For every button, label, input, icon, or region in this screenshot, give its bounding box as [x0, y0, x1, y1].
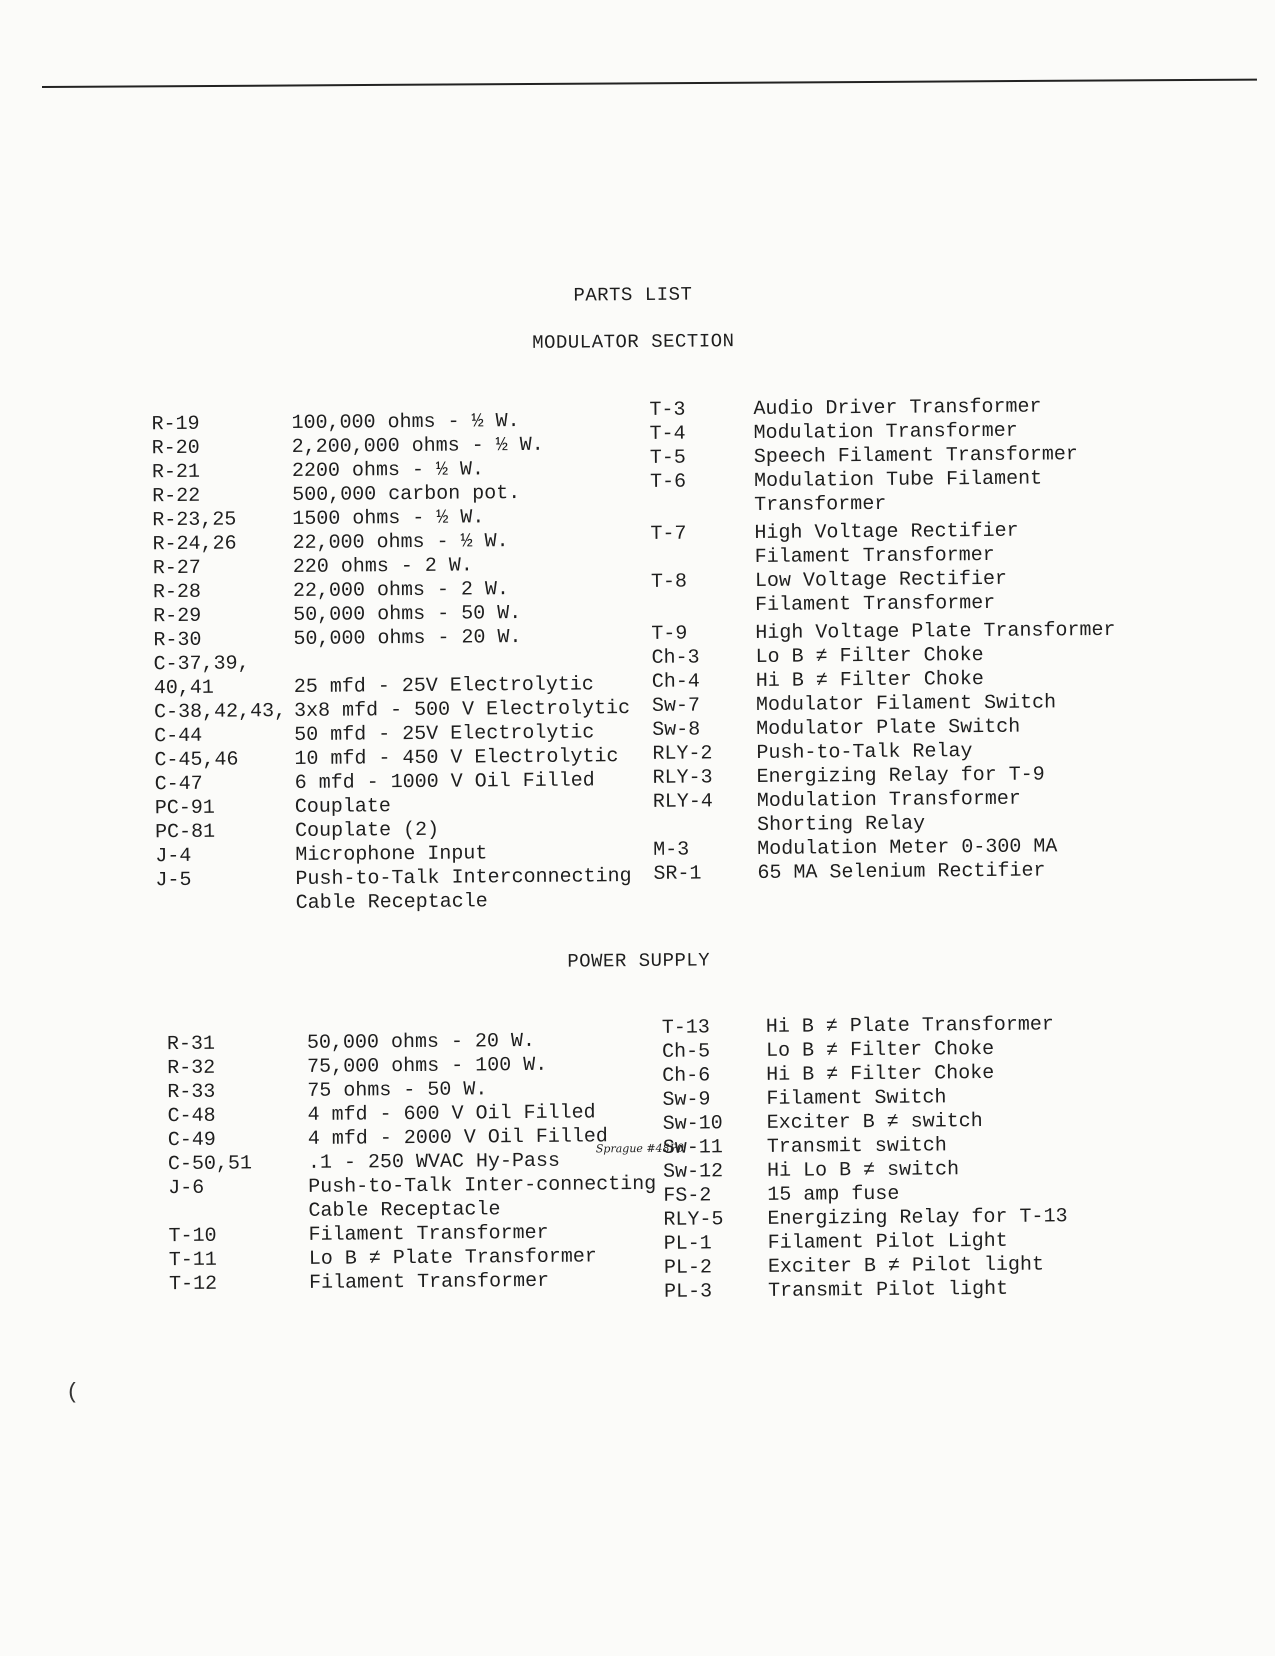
part-description: Hi B ≠ Filter Choke [766, 1061, 995, 1087]
part-reference: J-4 [155, 844, 192, 869]
part-description: .1 - 250 WVAC Hy-Pass [307, 1149, 561, 1175]
part-description: Speech Filament Transformer [753, 443, 1078, 469]
part-reference: Ch-3 [651, 646, 700, 670]
part-description: 65 MA Selenium Rectifier [757, 859, 1046, 885]
part-reference: R-23,25 [152, 508, 237, 533]
part-reference: Sw-8 [652, 718, 701, 742]
part-description: Transformer [754, 492, 887, 517]
part-description: Modulation Transformer [753, 419, 1018, 445]
part-reference: RLY-3 [652, 766, 713, 790]
part-reference: R-30 [153, 628, 202, 653]
part-description: Lo B ≠ Filter Choke [765, 1037, 995, 1063]
part-description: Hi Lo B ≠ switch [766, 1158, 960, 1183]
part-reference: RLY-4 [652, 790, 713, 814]
part-reference: J-6 [168, 1176, 205, 1201]
part-description: Shorting Relay [756, 812, 926, 837]
part-reference: FS-2 [663, 1184, 712, 1208]
part-reference: T-5 [649, 446, 686, 470]
part-reference: C-48 [167, 1104, 216, 1129]
part-reference: Sw-9 [662, 1088, 711, 1112]
part-reference: R-20 [151, 436, 200, 461]
part-reference: C-38,42,43, [153, 700, 287, 725]
part-reference: Sw-7 [651, 694, 701, 718]
part-description: 500,000 carbon pot. [292, 482, 521, 508]
part-description: Filament Transformer [754, 543, 995, 569]
part-description: 25 mfd - 25V Electrolytic [293, 673, 594, 700]
part-reference: Sw-11 [662, 1136, 723, 1160]
part-description: Exciter B ≠ switch [766, 1110, 983, 1135]
part-description: 3x8 mfd - 500 V Electrolytic [293, 697, 631, 724]
part-description: High Voltage Plate Transformer [755, 618, 1116, 645]
part-description: Modulation Transformer [756, 787, 1021, 813]
part-reference: PL-3 [664, 1280, 713, 1304]
part-description: Transmit switch [766, 1134, 947, 1159]
part-description: 50,000 ohms - 20 W. [293, 626, 522, 652]
margin-mark: ( [66, 1380, 80, 1405]
part-description: Transmit Pilot light [768, 1277, 1009, 1303]
part-description: Microphone Input [295, 842, 488, 868]
part-description: Couplate [294, 795, 391, 820]
part-description: Exciter B ≠ Pilot light [767, 1253, 1045, 1279]
part-reference: C-37,39, [153, 652, 250, 677]
part-reference: R-21 [151, 460, 201, 485]
part-description: 50,000 ohms - 50 W. [293, 602, 522, 628]
part-reference: J-5 [155, 868, 192, 893]
part-reference: R-22 [152, 484, 201, 509]
part-description: Push-to-Talk Relay [756, 740, 973, 765]
part-description: Filament Transformer [308, 1269, 550, 1295]
part-description: Filament Pilot Light [767, 1229, 1008, 1255]
part-reference: RLY-5 [663, 1208, 724, 1232]
part-description: 100,000 ohms - ½ W. [291, 410, 520, 436]
part-reference: T-8 [650, 570, 688, 594]
part-reference: T-10 [168, 1224, 217, 1249]
part-reference: T-12 [168, 1272, 218, 1297]
part-description: Filament Transformer [308, 1221, 549, 1247]
part-description: 75,000 ohms - 100 W. [307, 1053, 548, 1079]
part-reference: T-9 [651, 622, 688, 646]
part-reference: R-27 [152, 556, 201, 581]
part-description: Push-to-Talk Interconnecting [295, 865, 632, 892]
part-reference: T-7 [650, 522, 687, 546]
part-description: High Voltage Rectifier [754, 519, 1019, 545]
part-description: 2,200,000 ohms - ½ W. [291, 433, 544, 460]
part-description: Modulator Plate Switch [756, 715, 1021, 741]
part-reference: SR-1 [653, 862, 702, 886]
part-description: Filament Transformer [755, 591, 996, 617]
part-reference: T-11 [168, 1248, 217, 1273]
part-reference: Ch-5 [661, 1040, 711, 1064]
part-reference: M-3 [653, 838, 690, 862]
handwritten-note: Sprague #48P0 [595, 1141, 685, 1156]
part-description: Modulation Tube Filament [753, 467, 1043, 493]
part-reference: Sw-12 [662, 1160, 724, 1184]
part-reference: C-44 [154, 724, 203, 749]
part-reference: R-31 [166, 1032, 216, 1057]
part-reference: T-13 [661, 1016, 710, 1040]
part-description: Lo B ≠ Filter Choke [755, 643, 984, 669]
page-title: PARTS LIST [573, 283, 693, 307]
part-description: Audio Driver Transformer [753, 395, 1042, 421]
part-reference: 40,41 [153, 676, 214, 701]
part-description: Low Voltage Rectifier [754, 567, 1008, 593]
part-reference: C-45,46 [154, 748, 239, 773]
part-description: 1500 ohms - ½ W. [292, 506, 485, 532]
part-reference: C-50,51 [167, 1152, 253, 1177]
part-reference: Ch-6 [662, 1064, 711, 1088]
part-description: 75 ohms - 50 W. [307, 1078, 488, 1103]
part-reference: R-32 [167, 1056, 216, 1081]
part-description: Push-to-Talk Inter-connecting [308, 1172, 657, 1199]
part-description: 22,000 ohms - ½ W. [292, 530, 509, 556]
part-description: 10 mfd - 450 V Electrolytic [294, 745, 619, 772]
part-description: Modulation Meter 0-300 MA [757, 835, 1058, 861]
part-reference: R-28 [152, 580, 202, 605]
part-description: 15 amp fuse [767, 1182, 900, 1207]
part-description: Cable Receptacle [295, 890, 488, 916]
power-section-title: POWER SUPPLY [567, 949, 711, 973]
part-reference: PL-2 [663, 1256, 713, 1280]
part-description: Hi B ≠ Filter Choke [755, 667, 984, 693]
part-description: 2200 ohms - ½ W. [291, 458, 485, 484]
part-reference: PC-91 [154, 796, 215, 821]
part-reference: T-3 [649, 398, 686, 422]
part-description: 50,000 ohms - 20 W. [306, 1029, 536, 1055]
part-description: 4 mfd - 600 V Oil Filled [307, 1101, 596, 1127]
part-reference: R-24,26 [152, 532, 237, 557]
part-reference: PL-1 [663, 1232, 712, 1256]
part-description: 50 mfd - 25V Electrolytic [294, 721, 595, 748]
part-description: Lo B ≠ Plate Transformer [308, 1245, 597, 1271]
part-reference: R-29 [153, 604, 202, 629]
part-description: 22,000 ohms - 2 W. [292, 578, 510, 604]
part-description: Cable Receptacle [308, 1198, 501, 1223]
part-reference: RLY-2 [652, 742, 713, 766]
part-reference: C-47 [154, 772, 203, 797]
part-description: 6 mfd - 1000 V Oil Filled [294, 769, 595, 796]
part-reference: Sw-10 [662, 1112, 723, 1136]
part-reference: PC-81 [154, 820, 216, 845]
part-reference: C-49 [167, 1128, 216, 1153]
part-description: Hi B ≠ Plate Transformer [765, 1013, 1054, 1039]
part-reference: R-33 [167, 1080, 216, 1105]
part-description: Filament Switch [766, 1086, 947, 1111]
part-reference: T-6 [649, 470, 687, 494]
part-description: Energizing Relay for T-13 [767, 1205, 1068, 1231]
part-description: Energizing Relay for T-9 [756, 763, 1045, 789]
part-description: Modulator Filament Switch [755, 691, 1057, 717]
part-description: Couplate (2) [294, 818, 440, 844]
part-reference: T-4 [649, 422, 686, 446]
modulator-section-title: MODULATOR SECTION [532, 330, 735, 354]
part-description: 4 mfd - 2000 V Oil Filled [307, 1125, 608, 1151]
part-reference: R-19 [151, 412, 200, 437]
part-description: 220 ohms - 2 W. [292, 554, 473, 580]
part-reference: Ch-4 [651, 670, 700, 694]
